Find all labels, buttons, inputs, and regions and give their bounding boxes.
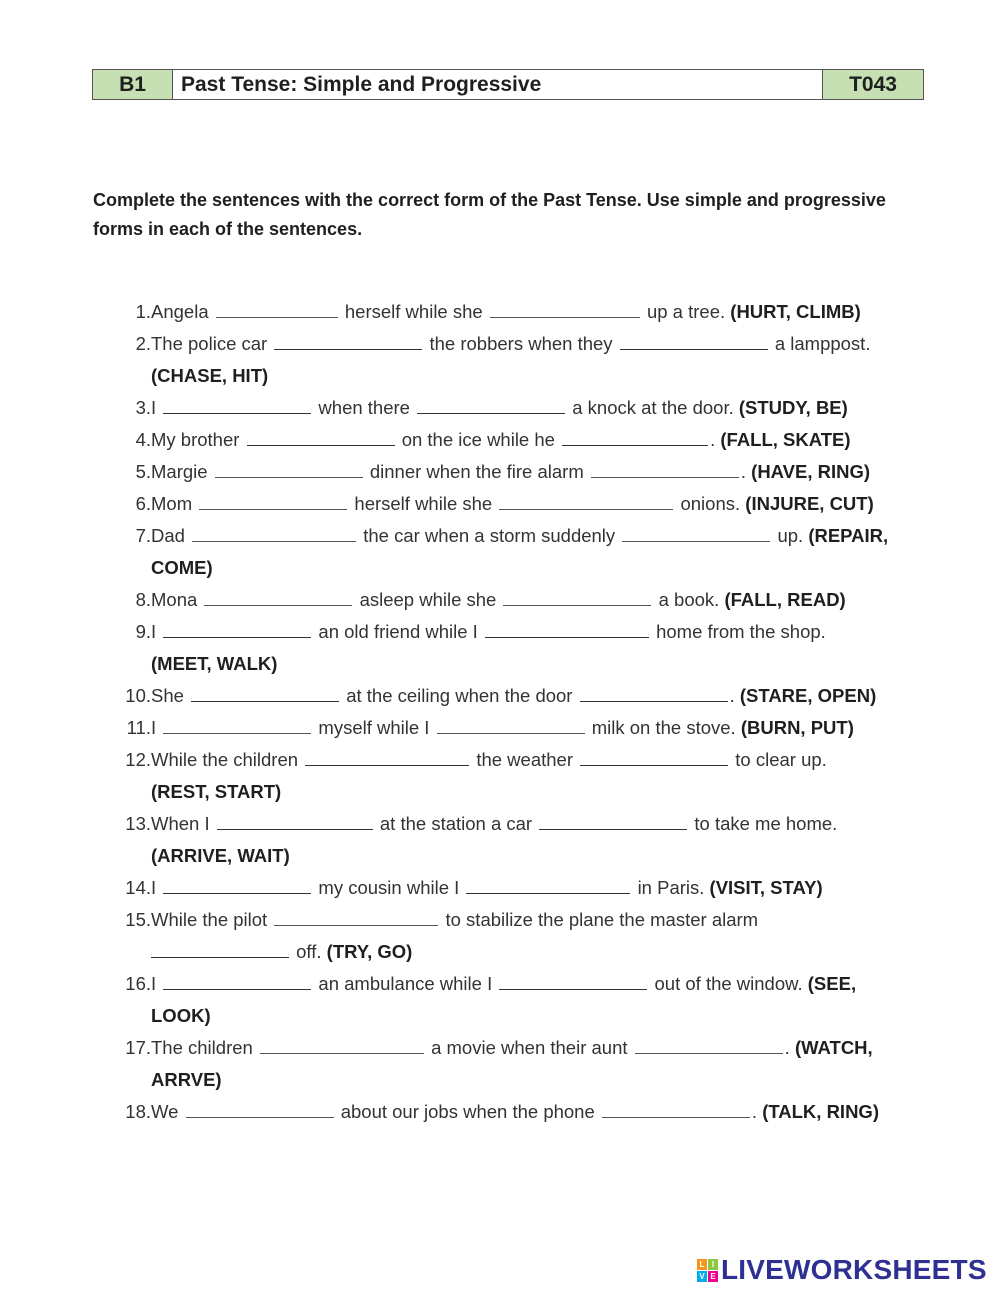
answer-blank[interactable] [539, 811, 687, 830]
verb-hint: (MEET, WALK) [151, 653, 278, 674]
list-item: The police car the robbers when they a lamppost. [151, 333, 871, 354]
answer-blank[interactable] [417, 395, 565, 414]
verb-hint: COME) [151, 557, 213, 578]
item-number: 9. [135, 621, 151, 642]
verb-hint: (CHASE, HIT) [151, 365, 269, 386]
answer-blank[interactable] [580, 747, 728, 766]
item-number: 3. [135, 397, 151, 418]
list-item: I an ambulance while I out of the window. (SEE, [151, 973, 857, 994]
verb-hint: ARRVE) [151, 1069, 222, 1090]
answer-blank[interactable] [163, 875, 311, 894]
answer-blank[interactable] [163, 395, 311, 414]
answer-blank[interactable] [591, 459, 739, 478]
list-item: Dad the car when a storm suddenly up. (REPAIR, [151, 525, 889, 546]
answer-blank[interactable] [503, 587, 651, 606]
item-number: 1. [135, 301, 151, 322]
verb-hint: (FALL, READ) [724, 589, 846, 610]
verb-hint: (ARRIVE, WAIT) [151, 845, 290, 866]
answer-blank[interactable] [602, 1099, 750, 1118]
item-number: 2. [135, 333, 151, 354]
answer-blank[interactable] [499, 971, 647, 990]
answer-blank[interactable] [215, 459, 363, 478]
answer-blank[interactable] [485, 619, 649, 638]
list-item: I when there a knock at the door. (STUDY, BE) [151, 397, 848, 418]
level-cell: B1 [93, 70, 173, 99]
item-number: 10. [125, 685, 151, 706]
answer-blank[interactable] [151, 939, 289, 958]
answer-blank[interactable] [163, 971, 311, 990]
list-item: The children a movie when their aunt . (WATCH, [151, 1037, 873, 1058]
verb-hint: (VISIT, STAY) [709, 877, 823, 898]
verb-hint: LOOK) [151, 1005, 211, 1026]
verb-hint: (SEE, [807, 973, 857, 994]
answer-blank[interactable] [499, 491, 673, 510]
worksheet-title: Past Tense: Simple and Progressive [173, 70, 823, 99]
list-item: off. (TRY, GO) [151, 936, 412, 968]
verb-hint: (INJURE, CUT) [745, 493, 874, 514]
answer-blank[interactable] [274, 907, 438, 926]
answer-blank[interactable] [163, 715, 311, 734]
list-item: While the children the weather to clear up. [151, 749, 827, 770]
instructions: Complete the sentences with the correct form of the Past Tense. Use simple and progressive forms in each of the sentences. [93, 190, 886, 239]
answer-blank[interactable] [490, 299, 640, 318]
list-item: My brother on the ice while he . (FALL, SKATE) [151, 429, 851, 450]
answer-blank[interactable] [274, 331, 422, 350]
logo-text: LIVEWORKSHEETS [721, 1254, 987, 1285]
list-item: Margie dinner when the fire alarm . (HAVE, RING) [151, 461, 871, 482]
answer-blank[interactable] [562, 427, 708, 446]
answer-blank[interactable] [204, 587, 352, 606]
list-item: She at the ceiling when the door . (STARE, OPEN) [151, 685, 877, 706]
item-number: 17. [125, 1037, 151, 1058]
item-number: 7. [135, 525, 151, 546]
answer-blank[interactable] [260, 1035, 424, 1054]
list-item: I my cousin while I in Paris. (VISIT, STAY) [151, 877, 823, 898]
verb-hint: (TALK, RING) [762, 1101, 879, 1122]
item-number: 8. [135, 589, 151, 610]
worksheet-code: T043 [823, 70, 923, 99]
item-number: 11. [126, 717, 151, 738]
worksheet-header [92, 69, 924, 100]
item-number: 12. [125, 749, 151, 770]
verb-hint: (WATCH, [794, 1037, 873, 1058]
answer-blank[interactable] [199, 491, 347, 510]
answer-blank[interactable] [635, 1035, 783, 1054]
answer-blank[interactable] [580, 683, 728, 702]
answer-blank[interactable] [186, 1099, 334, 1118]
answer-blank[interactable] [192, 523, 356, 542]
verb-hint: (BURN, PUT) [740, 717, 854, 738]
answer-blank[interactable] [191, 683, 339, 702]
item-number: 16. [125, 973, 151, 994]
verb-hint: (STARE, OPEN) [739, 685, 877, 706]
item-number: 15. [125, 909, 151, 930]
verb-hint: (FALL, SKATE) [720, 429, 851, 450]
logo-icon: L I V E [697, 1259, 718, 1282]
item-number: 5. [135, 461, 151, 482]
list-item: Mom herself while she onions. (INJURE, CUT) [151, 493, 874, 514]
answer-blank[interactable] [247, 427, 395, 446]
list-item: Angela herself while she up a tree. (HURT, CLIMB) [151, 301, 861, 322]
list-item: I an old friend while I home from the shop. [151, 621, 826, 642]
answer-blank[interactable] [305, 747, 469, 766]
verb-hint: (TRY, GO) [326, 941, 413, 962]
answer-blank[interactable] [620, 331, 768, 350]
verb-hint: (STUDY, BE) [738, 397, 848, 418]
verb-hint: (REST, START) [151, 781, 282, 802]
answer-blank[interactable] [163, 619, 311, 638]
item-number: 4. [135, 429, 151, 450]
list-item: When I at the station a car to take me home. [151, 813, 838, 834]
item-number: 14. [125, 877, 151, 898]
item-number: 13. [125, 813, 151, 834]
list-item: Mona asleep while she a book. (FALL, READ) [151, 589, 846, 610]
verb-hint: (HURT, CLIMB) [730, 301, 861, 322]
list-item: While the pilot to stabilize the plane the master alarm [151, 909, 759, 930]
item-number: 6. [135, 493, 151, 514]
list-item: We about our jobs when the phone . (TALK, RING) [151, 1101, 879, 1122]
answer-blank[interactable] [437, 715, 585, 734]
verb-hint: (HAVE, RING) [751, 461, 871, 482]
answer-blank[interactable] [216, 299, 338, 318]
answer-blank[interactable] [217, 811, 373, 830]
answer-blank[interactable] [622, 523, 770, 542]
item-number: 18. [125, 1101, 151, 1122]
liveworksheets-logo [697, 1253, 987, 1287]
answer-blank[interactable] [466, 875, 630, 894]
list-item: I myself while I milk on the stove. (BURN, PUT) [151, 717, 854, 738]
verb-hint: (REPAIR, [808, 525, 889, 546]
